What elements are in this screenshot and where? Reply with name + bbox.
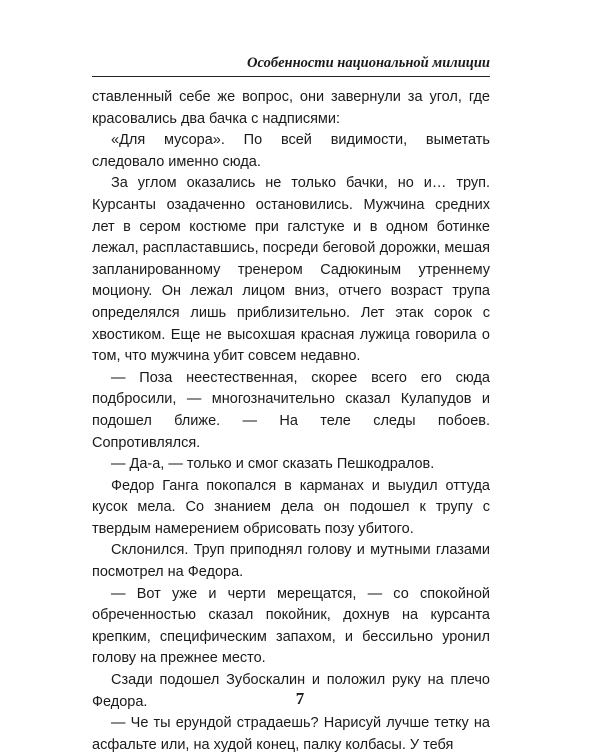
paragraph: — Че ты ерундой страдаешь? Нарисуй лучше тетку на асфальте или, на худой конец, палку колбасы. У тебя [92, 715, 490, 753]
paragraph: ставленный себе же вопрос, они завернули за угол, где красовались два бачка с надписями: [92, 89, 490, 127]
page-number: 7 [295, 689, 305, 708]
paragraph: Сзади подошел Зубоскалин и положил руку на плечо Федора. [92, 672, 490, 710]
body-text [92, 87, 490, 756]
paragraph: — Поза неестественная, скорее всего его сюда подбросили, — многозначительно сказал Кулапудов и подошел ближе. — На теле следы побоев. Сопротивлялся. [92, 369, 490, 451]
paragraph: Склонился. Труп приподнял голову и мутными глазами посмотрел на Федора. [92, 542, 490, 581]
running-header-title: Особенности национальной милиции [247, 55, 490, 71]
paragraph: «Для мусора». По всей видимости, выметать следовало именно сюда. [92, 132, 490, 170]
running-header [92, 54, 490, 77]
paragraph: За углом оказались не только бачки, но и… труп. Курсанты озадаченно остановились. Мужчина средних лет в сером костюме при галстуке и в одном ботинке лежал, распластавшись, посреди беговой дорожки, мешая запланированному тренером Садюкиным утреннему моциону. Он лежал лицом вниз, отчего возраст трупа определялся лишь приблизительно. Лет этак сорок с хвостиком. Еще не высохшая красная лужица говорила о том, что мужчина убит совсем недавно. [92, 175, 490, 365]
paragraph: Федор Ганга покопался в карманах и выудил оттуда кусок мела. Со знанием дела он подошел к трупу с твердым намерением обрисовать позу убитого. [92, 477, 490, 537]
paragraph: — Вот уже и черти мерещатся, — со спокойной обреченностью сказал покойник, дохнув на курсанта крепким, специфическим запахом, и бессильно уронил голову на прежнее место. [92, 585, 490, 667]
paragraph: — Да-а, — только и смог сказать Пешкодралов. [111, 456, 435, 473]
